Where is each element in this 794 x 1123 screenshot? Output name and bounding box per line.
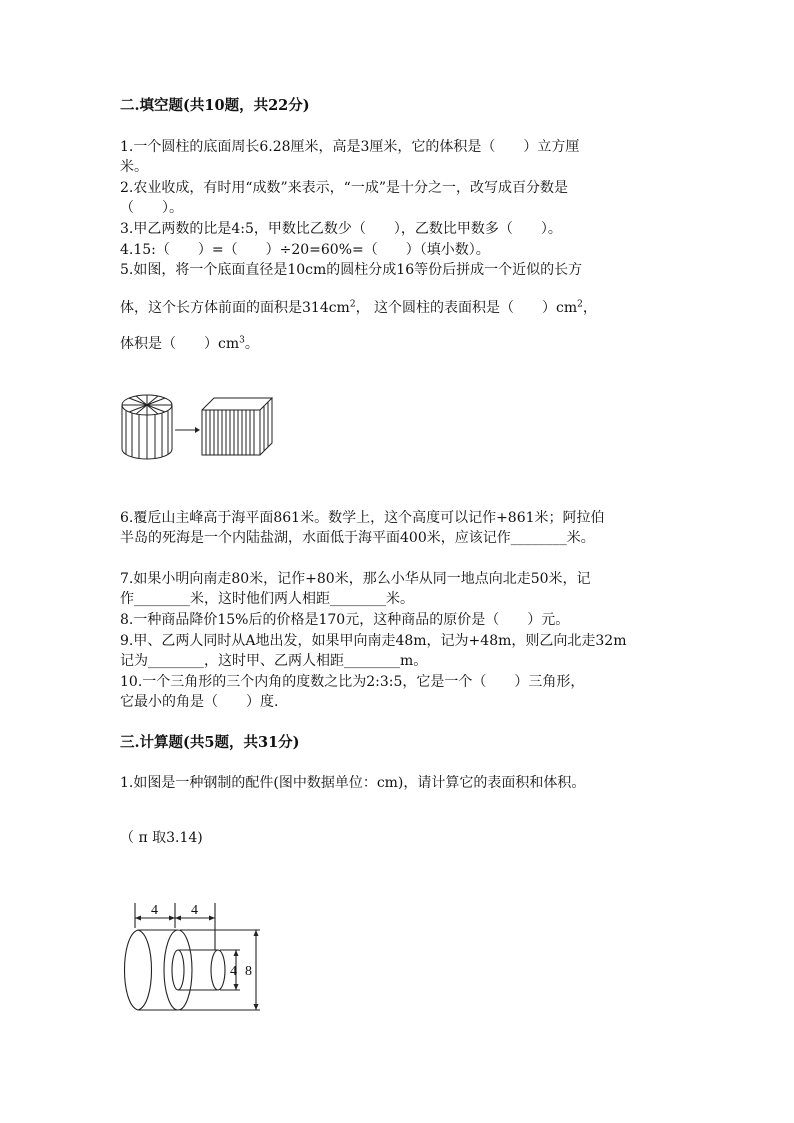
question-2-line1: 2.农业收成，有时用“成数”来表示，“一成”是十分之一，改写成百分数是 [120,180,568,196]
dim-left-label: 4 [151,903,158,918]
question-4: 4.15:（ ）=（ ）÷20=60%=（ ）（填小数）。 [120,242,490,258]
steel-part-figure [120,900,270,1015]
question-7-line1: 7.如果小明向南走80米，记作+80米，那么小华从同一地点向北走50米，记 [120,571,591,587]
q5-l2-b: ， 这个圆柱的表面积是（ ）cm [355,300,578,316]
question-10-line1: 10.一个三角形的三个内角的度数之比为2:3:5，它是一个（ ）三角形， [120,674,585,690]
calc-question-1-line2: （ π 取3.14) [120,830,203,846]
q5-l3-a: 体积是（ ）cm [120,336,240,352]
dim-inner-label: 4 [230,964,237,979]
question-6-line1: 6.覆卮山主峰高于海平面861米。数学上，这个高度可以记作+861米；阿拉伯 [120,510,605,526]
question-7-line2: 作________米，这时他们两人相距________米。 [120,591,414,607]
question-1-line1: 1.一个圆柱的底面周长6.28厘米，高是3厘米，它的体积是（ ）立方厘 [120,139,580,155]
question-3: 3.甲乙两数的比是4:5，甲数比乙数少（ ），乙数比甲数多（ ）。 [120,221,562,237]
calc-question-1-line1: 1.如图是一种钢制的配件(图中数据单位：cm)，请计算它的表面积和体积。 [120,775,586,791]
dim-outer-label: 8 [245,964,252,979]
question-5-line2 [120,298,597,318]
question-2-line2: （ ）。 [120,200,183,216]
section2-title: 二.填空题(共10题，共22分) [120,97,310,114]
q5-l2-sup2: 2 [577,299,583,310]
dim-right-label: 4 [191,903,198,918]
question-5-line1: 5.如图，将一个底面直径是10cm的圆柱分成16等份后拼成一个近似的长方 [120,262,583,278]
section3-title: 三.计算题(共5题，共31分) [120,734,300,751]
question-5-line3 [120,334,259,354]
question-9-line1: 9.甲、乙两人同时从A地出发，如果甲向南走48m，记为+48m，则乙向北走32m [120,633,627,649]
question-1-line2: 米。 [120,159,148,175]
q5-l2-sup1: 2 [349,299,356,310]
cylinder-to-prism-figure [120,390,275,460]
question-9-line2: 记为________，这时甲、乙两人相距________m。 [120,653,428,669]
question-8: 8.一种商品降价15%后的价格是170元，这种商品的原价是（ ）元。 [120,612,570,628]
q5-l3-sup: 3 [239,335,245,346]
q5-l2-a: 体，这个长方体前面的面积是314cm [120,300,350,316]
question-10-line2: 它最小的角是（ ）度. [120,694,279,710]
q5-l3-b: 。 [244,336,259,352]
question-6-line2: 半岛的死海是一个内陆盐湖，水面低于海平面400米，应该记作________米。 [120,530,595,546]
q5-l2-c: ， [582,300,597,316]
